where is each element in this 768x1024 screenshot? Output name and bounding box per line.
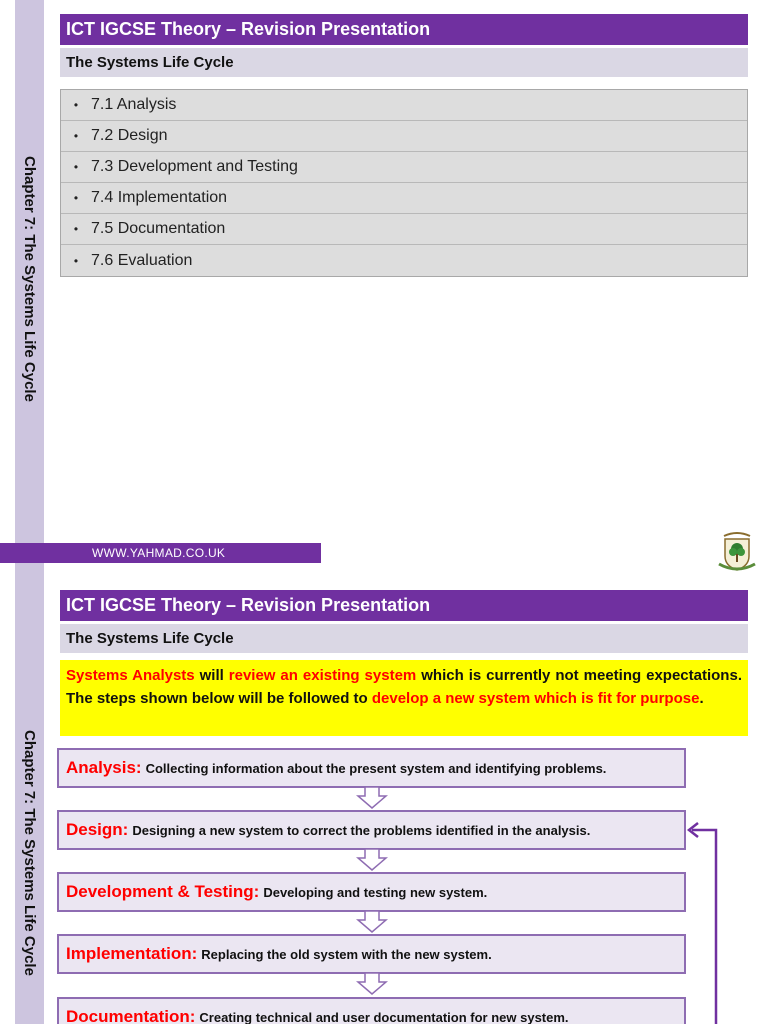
step-description: Designing a new system to correct the problems identified in the analysis. <box>132 822 591 838</box>
intro-text: . <box>699 690 704 707</box>
slide-subtitle: The Systems Life Cycle <box>60 624 748 653</box>
step-title: Analysis: <box>66 758 142 777</box>
step-title: Design: <box>66 820 129 839</box>
contents-item-label: 7.2 Design <box>91 127 168 144</box>
intro-emphasis: Systems Analysts <box>66 667 195 684</box>
intro-paragraph <box>60 660 748 736</box>
step-documentation <box>57 997 686 1024</box>
contents-item-design[interactable] <box>61 121 747 152</box>
chapter-side-title: Chapter 7: The Systems Life Cycle <box>21 156 38 402</box>
down-arrow-icon <box>356 910 388 934</box>
step-description: Collecting information about the present system and identifying problems. <box>145 760 607 776</box>
step-title: Development & Testing: <box>66 882 260 901</box>
contents-item-evaluation[interactable] <box>61 245 747 276</box>
intro-text: will <box>194 667 229 684</box>
step-analysis <box>57 748 686 788</box>
slide-title: ICT IGCSE Theory – Revision Presentation <box>60 590 748 621</box>
step-title: Implementation: <box>66 944 198 963</box>
bullet-icon: • <box>73 222 79 236</box>
slide-subtitle: The Systems Life Cycle <box>60 48 748 77</box>
contents-item-development[interactable] <box>61 152 747 183</box>
contents-item-label: 7.3 Development and Testing <box>91 158 298 175</box>
intro-emphasis: develop a new system which is fit for purpose <box>371 690 700 707</box>
down-arrow-icon <box>356 972 388 996</box>
footer-link[interactable]: WWW.YAHMAD.CO.UK <box>0 543 321 563</box>
bullet-icon: • <box>73 191 79 205</box>
step-description: Developing and testing new system. <box>263 884 488 900</box>
feedback-loop-arrow-icon <box>686 816 726 1024</box>
intro-emphasis: review an existing system <box>228 667 417 684</box>
contents-item-label: 7.4 Implementation <box>91 189 228 206</box>
down-arrow-icon <box>356 848 388 872</box>
chapter-side-title: Chapter 7: The Systems Life Cycle <box>21 730 38 976</box>
contents-item-analysis[interactable] <box>61 90 747 121</box>
down-arrow-icon <box>356 786 388 810</box>
step-title: Documentation: <box>66 1007 196 1024</box>
slide-title: ICT IGCSE Theory – Revision Presentation <box>60 14 748 45</box>
contents-item-label: 7.1 Analysis <box>91 96 177 113</box>
contents-item-label: 7.5 Documentation <box>91 220 226 237</box>
step-development-testing <box>57 872 686 912</box>
step-design <box>57 810 686 850</box>
school-crest-icon <box>716 530 758 574</box>
contents-item-label: 7.6 Evaluation <box>91 251 193 269</box>
step-description: Creating technical and user documentation for new system. <box>199 1009 569 1024</box>
slide-2 <box>0 576 768 1024</box>
bullet-icon: • <box>73 160 79 174</box>
intro-text: which is currently not meeting expectations. The steps shown below will be followed to <box>66 667 742 707</box>
contents-item-documentation[interactable] <box>61 214 747 245</box>
bullet-icon: • <box>73 98 79 112</box>
contents-item-implementation[interactable] <box>61 183 747 214</box>
step-implementation <box>57 934 686 974</box>
bullet-icon: • <box>73 129 79 143</box>
contents-list <box>60 89 748 277</box>
bullet-icon: • <box>73 253 79 268</box>
step-description: Replacing the old system with the new system. <box>201 946 492 962</box>
